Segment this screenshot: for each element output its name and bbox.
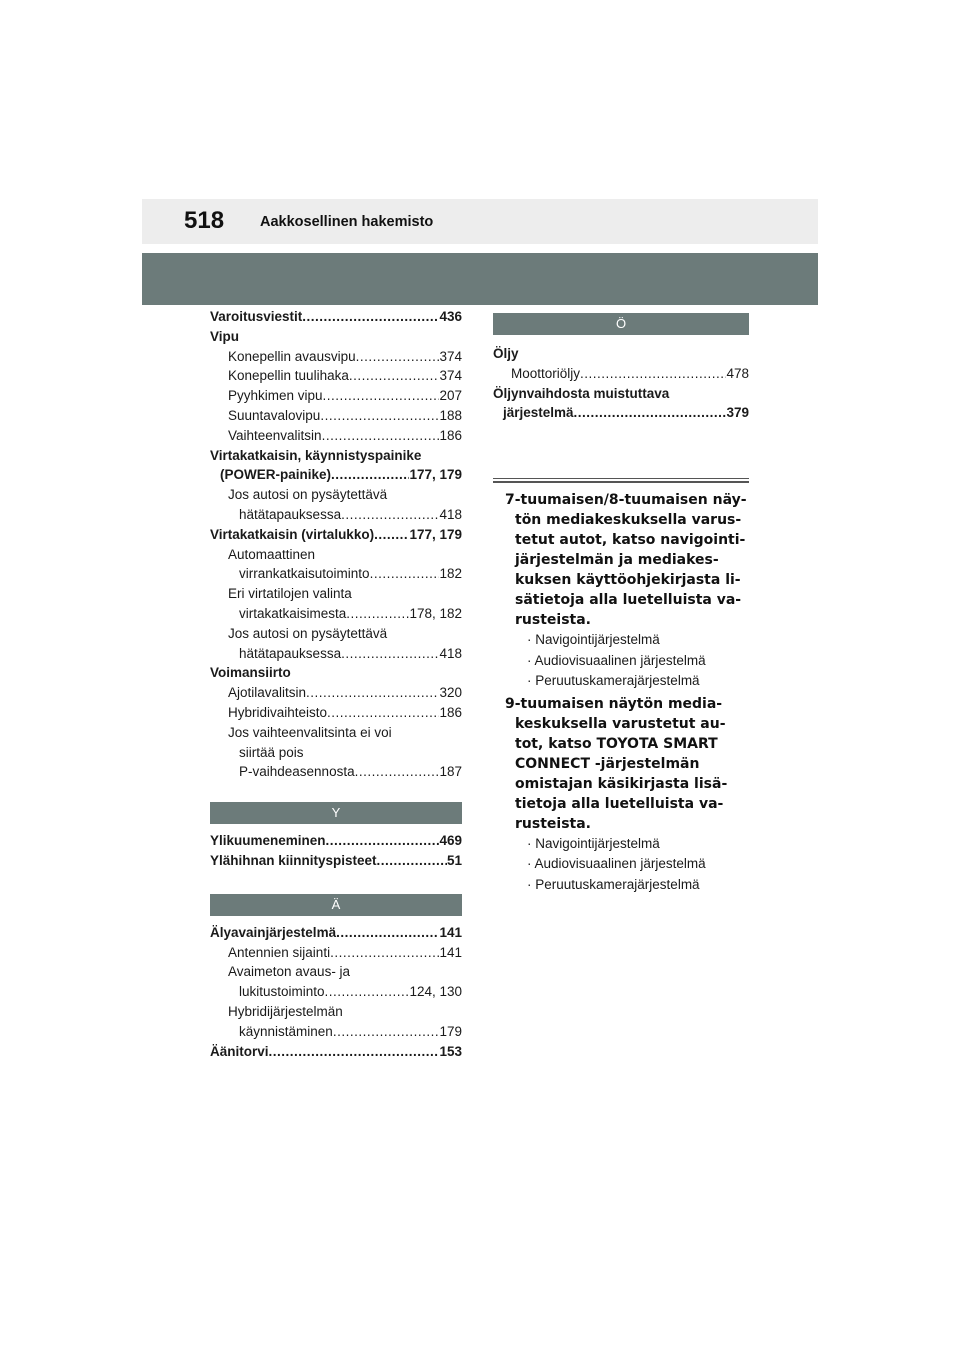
dot-leader [333, 1022, 440, 1042]
entry-page: 141 [439, 924, 462, 940]
index-group-oe [493, 344, 749, 423]
entry-label: Avaimeton avaus- ja [228, 964, 351, 980]
index-entry [210, 762, 462, 782]
entry-page: 207 [439, 388, 462, 404]
entry-page: 379 [726, 405, 749, 421]
page-number: 518 [184, 207, 225, 234]
dot-leader [374, 525, 409, 545]
section-header-y: Y [210, 802, 462, 824]
section-header-ae: Ä [210, 894, 462, 916]
index-entry [210, 1002, 462, 1022]
entry-label: Konepellin tuulihaka [228, 368, 349, 384]
entry-page: 51 [446, 852, 462, 868]
index-entry [210, 485, 462, 505]
index-entry [210, 1042, 462, 1062]
entry-page: 186 [439, 427, 462, 443]
media-notes [505, 490, 755, 895]
index-column-right [493, 313, 749, 423]
entry-label: Eri virtatilojen valinta [228, 586, 352, 602]
entry-label: hätätapauksessa [239, 645, 342, 661]
dot-leader [322, 426, 440, 446]
dot-leader [574, 403, 727, 423]
note-list-item: · Audiovisuaalinen järjestelmä [527, 652, 706, 668]
index-entry [210, 584, 462, 604]
entry-label: Suuntavalovipu [228, 407, 321, 423]
entry-label: Automaattinen [228, 546, 316, 562]
entry-page: 469 [439, 833, 462, 849]
entry-page: 153 [439, 1043, 462, 1059]
dot-leader [269, 1042, 440, 1062]
index-entry [210, 564, 462, 584]
note-list-item: · Peruutuskamerajärjestelmä [527, 876, 700, 892]
note-heading-line: järjestelmän ja mediakes- [515, 552, 719, 568]
entry-label: virtakatkaisimesta [239, 605, 347, 621]
entry-label: Varoitusviestit [210, 309, 303, 324]
entry-page: 182 [439, 566, 462, 582]
dot-leader [346, 604, 409, 624]
index-column-left [210, 307, 462, 1061]
entry-label: Antennien sijainti [228, 944, 331, 960]
index-entry [210, 347, 462, 367]
index-entry [493, 364, 749, 384]
entry-page: 177, 179 [409, 526, 462, 542]
index-entry [210, 831, 462, 851]
note-heading-line: omistajan käsikirjasta lisä- [515, 775, 728, 792]
double-rule-divider [493, 478, 749, 483]
dot-leader [377, 851, 447, 871]
entry-page: 187 [439, 764, 462, 780]
dot-leader [327, 703, 439, 723]
index-entry [210, 683, 462, 703]
note-list [505, 630, 755, 692]
note-list-item: · Navigointijärjestelmä [527, 835, 660, 851]
entry-page: 418 [439, 506, 462, 522]
index-entry [210, 604, 462, 624]
entry-label: hätätapauksessa [239, 506, 342, 522]
index-entry [210, 525, 462, 545]
dot-leader [330, 943, 439, 963]
note-heading-line: kuksen käyttöohjekirjasta li- [515, 572, 741, 588]
entry-label: Konepellin avausvipu [228, 348, 356, 364]
index-entry [210, 723, 462, 743]
index-group-y [210, 831, 462, 871]
entry-label: Hybridijärjestelmän [228, 1003, 343, 1019]
index-group-ae [210, 923, 462, 1062]
section-header-oe: Ö [493, 313, 749, 335]
dot-leader [320, 406, 439, 426]
entry-label: Öljy [493, 346, 519, 361]
note-heading-line: 7-tuumaisen/8-tuumaisen näy- [505, 492, 747, 508]
index-entry [210, 446, 462, 466]
note-heading-line: tietoja alla luetelluista va- [515, 795, 724, 812]
entry-page: 124, 130 [409, 984, 462, 1000]
note-heading-line: tetut autot, katso navigointi- [515, 532, 746, 548]
entry-label: Älyavainjärjestelmä [210, 924, 337, 940]
entry-label: Voimansiirto [210, 665, 291, 681]
dot-leader [356, 347, 440, 367]
note-heading [505, 490, 755, 630]
entry-page: 374 [439, 368, 462, 384]
note-list-item: · Audiovisuaalinen järjestelmä [527, 856, 706, 871]
dot-leader [355, 762, 440, 782]
index-entry [210, 327, 462, 347]
entry-page: 141 [439, 944, 462, 960]
entry-page: 186 [439, 704, 462, 720]
note-heading-line: rusteista. [515, 612, 591, 628]
entry-label: lukitustoiminto [239, 984, 325, 1000]
note-heading-line: CONNECT -järjestelmän [515, 755, 700, 772]
entry-label: Vaihteenvalitsin [228, 427, 322, 443]
entry-label: (POWER-painike) [220, 467, 332, 483]
entry-label: järjestelmä [503, 405, 574, 421]
entry-label: virrankatkaisutoiminto [239, 566, 370, 582]
entry-label: Vipu [210, 328, 240, 344]
dot-leader [323, 386, 440, 406]
dot-leader [580, 364, 726, 384]
dot-leader [336, 923, 439, 943]
index-entry [210, 663, 462, 683]
header-bar [142, 199, 818, 244]
note-heading-line: sätietoja alla luetelluista va- [515, 592, 742, 608]
note-heading-line: 9-tuumaisen näytön media- [505, 695, 723, 712]
index-entry [210, 943, 462, 963]
entry-page: 320 [439, 685, 462, 701]
dot-leader [326, 831, 440, 851]
note-7-8-inch [505, 490, 755, 692]
entry-page: 178, 182 [409, 605, 462, 621]
note-heading-line: keskuksella varustetut au- [515, 715, 726, 732]
entry-label: Jos autosi on pysäytettävä [228, 625, 388, 641]
index-entry [210, 505, 462, 525]
dot-leader [331, 465, 409, 485]
index-entry [210, 1022, 462, 1042]
index-entry [210, 982, 462, 1002]
entry-page: 179 [439, 1023, 462, 1039]
index-entry [210, 406, 462, 426]
entry-label: Jos autosi on pysäytettävä [228, 487, 388, 503]
index-entry [210, 386, 462, 406]
entry-label: käynnistäminen [239, 1023, 333, 1039]
dot-leader [370, 564, 440, 584]
entry-page: 188 [439, 407, 462, 423]
entry-page: 478 [726, 365, 749, 381]
dot-leader [349, 366, 440, 386]
note-heading-line: tot, katso TOYOTA SMART [515, 735, 718, 752]
header-banner [142, 253, 818, 305]
entry-label: Hybridivaihteisto [228, 704, 328, 720]
entry-label: Virtakatkaisin, käynnistyspainike [210, 447, 422, 463]
index-entry [210, 644, 462, 664]
index-entry [210, 307, 462, 327]
note-heading-line: tön mediakeskuksella varus- [515, 512, 742, 528]
entry-page: 177, 179 [409, 467, 462, 483]
index-entry [210, 624, 462, 644]
entry-label: Ylähihnan kiinnityspisteet [210, 852, 377, 868]
index-entry [210, 923, 462, 943]
entry-label: Jos vaihteenvalitsinta ei voi [228, 724, 392, 740]
note-list-item: · Peruutuskamerajärjestelmä [527, 673, 700, 688]
index-entry [210, 465, 462, 485]
index-entry [493, 403, 749, 423]
entry-label: Ajotilavalitsin [228, 685, 307, 701]
entry-label: P-vaihdeasennosta [239, 764, 355, 780]
entry-page: 436 [439, 309, 462, 324]
dot-leader [341, 505, 439, 525]
entry-page: 374 [439, 348, 462, 364]
index-entry [210, 366, 462, 386]
index-entry [210, 545, 462, 565]
entry-label: Virtakatkaisin (virtalukko) [210, 526, 375, 542]
index-entry [210, 426, 462, 446]
dot-leader [306, 683, 439, 703]
entry-label: Äänitorvi [210, 1043, 269, 1059]
index-entry [210, 703, 462, 723]
entry-page: 418 [439, 645, 462, 661]
entry-label: Öljynvaihdosta muistuttava [493, 385, 670, 401]
entry-label: Moottoriöljy [511, 365, 581, 381]
page-title: Aakkosellinen hakemisto [260, 214, 434, 230]
note-heading [505, 694, 755, 834]
index-entry [210, 851, 462, 871]
note-9-inch [505, 694, 755, 896]
entry-label: Pyyhkimen vipu [228, 388, 323, 404]
entry-label: Ylikuumeneminen [210, 833, 326, 849]
index-entry [210, 743, 462, 763]
entry-label: siirtää pois [239, 744, 304, 760]
note-list-item: · Navigointijärjestelmä [527, 632, 660, 647]
note-list [505, 834, 755, 896]
index-entry [493, 384, 749, 404]
dot-leader [341, 644, 439, 664]
index-entry [210, 962, 462, 982]
note-heading-line: rusteista. [515, 815, 591, 832]
dot-leader [302, 307, 439, 327]
index-group-v [210, 307, 462, 782]
index-entry [493, 344, 749, 364]
dot-leader [325, 982, 410, 1002]
